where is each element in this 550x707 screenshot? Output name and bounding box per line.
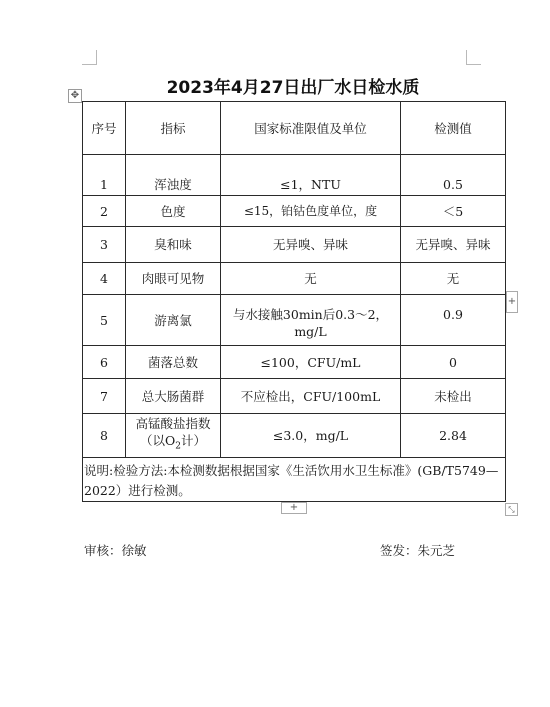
table-move-icon[interactable]: ✥: [68, 89, 82, 103]
row-no: 8: [83, 414, 126, 458]
row-value: 0: [401, 346, 506, 379]
row-no: 6: [83, 346, 126, 379]
row-limit: ≤100，CFU/mL: [221, 346, 401, 379]
row-value: 0.9: [401, 295, 506, 346]
add-row-button[interactable]: +: [281, 502, 307, 514]
table-resize-icon[interactable]: ⤡: [505, 503, 518, 516]
row-no: 5: [83, 295, 126, 346]
row-limit: 无: [221, 263, 401, 295]
row-limit: ≤1，NTU: [221, 155, 401, 196]
row-value: 未检出: [401, 379, 506, 414]
table-note-row: [83, 458, 506, 502]
page-title: 2023年4月27日出厂水日检水质: [166, 78, 420, 98]
row-indicator: 浑浊度: [126, 155, 221, 196]
row-no: 2: [83, 196, 126, 227]
row-indicator-main: 高锰酸盐指数: [135, 416, 211, 432]
table-note: 说明:检验方法:本检测数据根据国家《生活饮用水卫生标准》(GB/T5749—2022）进行检测。: [83, 458, 506, 502]
row-no: 7: [83, 379, 126, 414]
row-limit: ≤15，铂钴色度单位，度: [221, 196, 401, 227]
table-row: [83, 414, 506, 458]
page-corner-mark-right: [466, 50, 481, 65]
table-row: [83, 346, 506, 379]
row-limit: 不应检出，CFU/100mL: [221, 379, 401, 414]
header-limit: 国家标准限值及单位: [221, 102, 401, 155]
row-no: 1: [83, 155, 126, 196]
row-no: 4: [83, 263, 126, 295]
row-value: 无: [401, 263, 506, 295]
row-limit: 与水接触30min后0.3～2，mg/L: [221, 295, 401, 346]
table-row: [83, 227, 506, 263]
page-corner-mark-left: [82, 50, 97, 65]
row-no: 3: [83, 227, 126, 263]
row-indicator: 菌落总数: [126, 346, 221, 379]
header-value: 检测值: [401, 102, 506, 155]
table-row: [83, 263, 506, 295]
row-value: 0.5: [401, 155, 506, 196]
row-limit: ≤3.0，mg/L: [221, 414, 401, 458]
water-quality-table: [82, 101, 506, 502]
add-column-button[interactable]: +: [506, 291, 518, 313]
header-indicator: 指标: [126, 102, 221, 155]
row-value: ＜5: [401, 196, 506, 227]
table-row: [83, 295, 506, 346]
issuer-signature: 签发：朱元芝: [380, 543, 456, 558]
row-indicator-sub: [128, 432, 218, 456]
table-row: [83, 196, 506, 227]
row-indicator: 臭和味: [126, 227, 221, 263]
table-row: [83, 379, 506, 414]
row-value: 无异嗅、异味: [401, 227, 506, 263]
row-indicator: 肉眼可见物: [126, 263, 221, 295]
row-limit: 无异嗅、异味: [221, 227, 401, 263]
header-no: 序号: [83, 102, 126, 155]
row-indicator: 总大肠菌群: [126, 379, 221, 414]
row-indicator: [126, 414, 221, 458]
reviewer-signature: 审核：徐敏: [84, 543, 147, 558]
row-indicator: 色度: [126, 196, 221, 227]
row-value: 2.84: [401, 414, 506, 458]
row-indicator-sub-pre: （以O: [140, 433, 176, 449]
row-indicator-sub-post: 计）: [180, 433, 206, 449]
table-row: [83, 155, 506, 196]
row-indicator-subscript: 2: [175, 441, 181, 452]
row-indicator: 游离氯: [126, 295, 221, 346]
table-header-row: [83, 102, 506, 155]
